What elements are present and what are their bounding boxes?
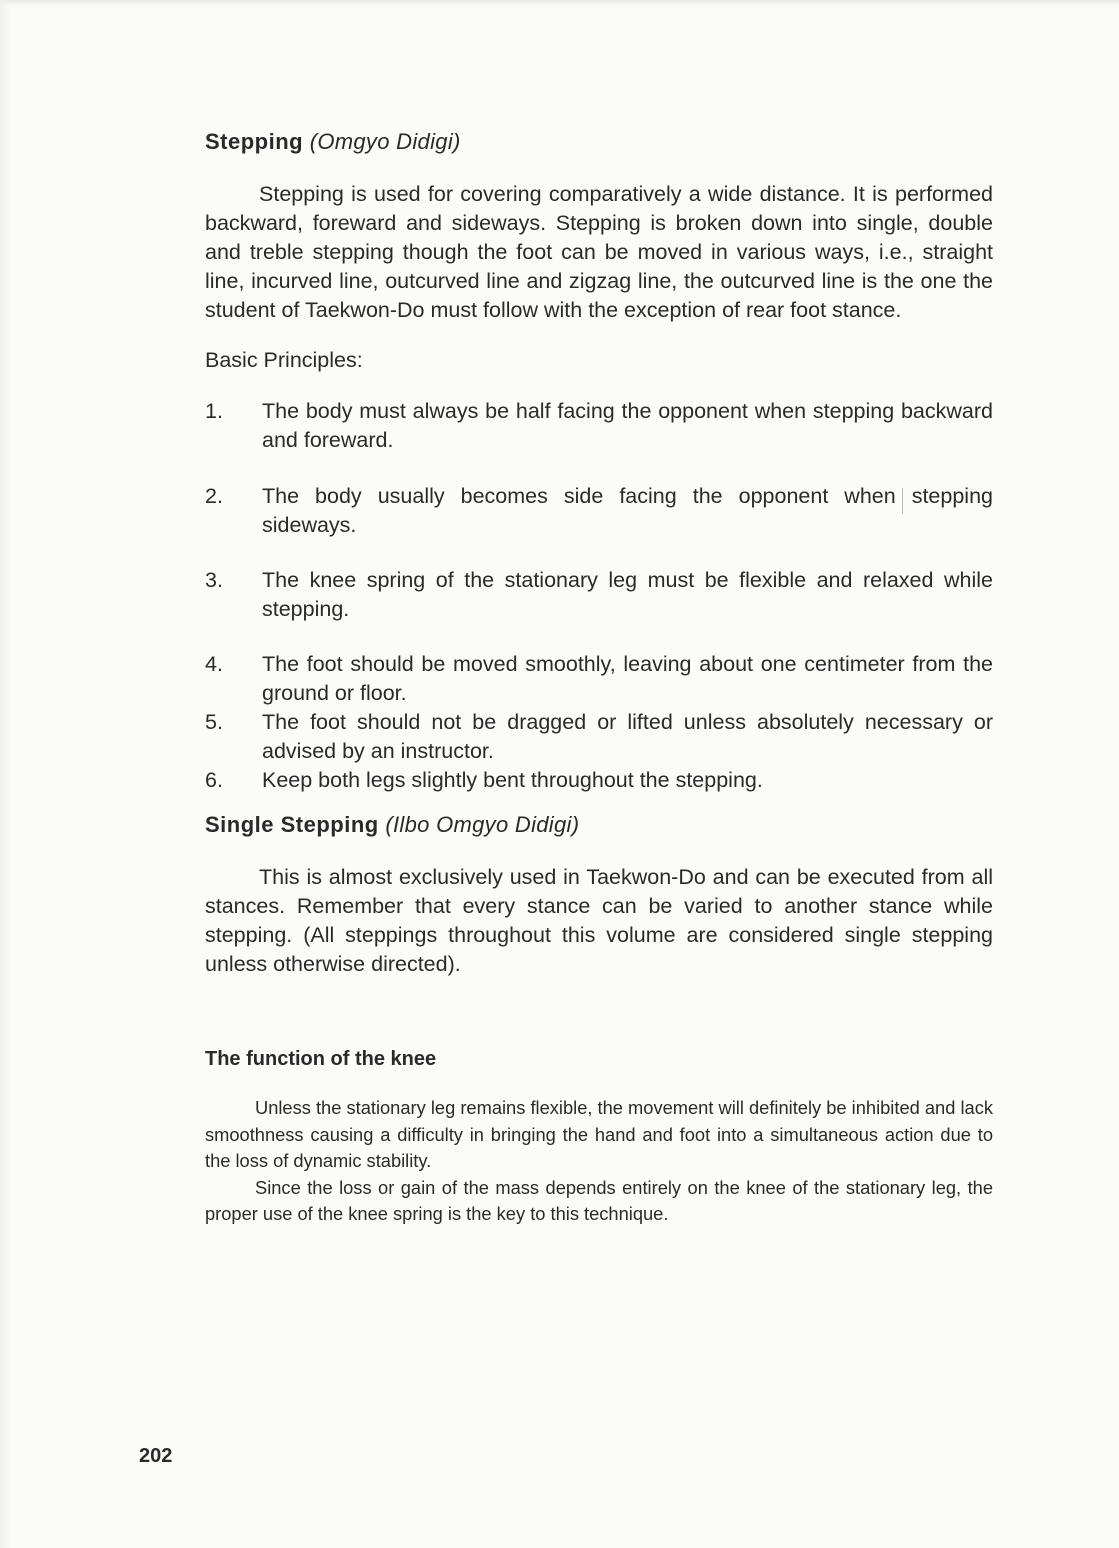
principle-item-4 — [205, 650, 993, 708]
principle-number: 5. — [205, 710, 223, 734]
principle-item-2 — [205, 482, 993, 540]
page-left-edge — [0, 0, 10, 1548]
principle-text: The knee spring of the stationary leg must be flexible and relaxed while stepping. — [262, 568, 993, 621]
principle-number: 2. — [205, 484, 223, 508]
intro-paragraph: Stepping is used for covering comparatively a wide distance. It is performed backward, foreward and sideways. Stepping is broken down into single, double and treble stepping though the foot can be moved in various ways, i.e., straight line, incurved line, outcurved line and zigzag line, the outcurved line is the one the student of Taekwon-Do must follow with the exception of rear foot stance. — [205, 182, 993, 322]
principle-item-6 — [205, 766, 993, 795]
knee-paragraph-2: Since the loss or gain of the mass depends entirely on the knee of the stationary leg, the proper use of the knee spring is the key to this technique. — [205, 1176, 993, 1224]
principle-number: 6. — [205, 768, 223, 792]
principle-item-3 — [205, 566, 993, 624]
principle-text: The body must always be half facing the opponent when stepping backward and foreward. — [262, 399, 993, 452]
principle-item-5 — [205, 708, 993, 766]
page-number: 202 — [139, 1445, 173, 1467]
principle-number: 4. — [205, 652, 223, 676]
stepping-heading-title: Stepping — [205, 129, 304, 154]
principle-item-1 — [205, 397, 993, 455]
single-stepping-paragraph: This is almost exclusively used in Taekwon-Do and can be executed from all stances. Remember that every stance can be varied to another stance while stepping. (All steppings throughout this volume are considered single stepping unless otherwise directed). — [205, 865, 993, 976]
single-stepping-heading-title: Single Stepping — [205, 812, 379, 837]
principle-text: The foot should not be dragged or lifted unless absolutely necessary or advised by an instructor. — [262, 710, 993, 763]
page-top-edge — [0, 0, 1119, 6]
knee-function-heading: The function of the knee — [205, 1048, 437, 1070]
principles-list — [205, 397, 993, 795]
stepping-heading — [205, 126, 993, 158]
knee-paragraph-1: Unless the stationary leg remains flexible, the movement will definitely be inhibited and lack smoothness causing a difficulty in bringing the hand and foot into a simultaneous action due to the loss of dynamic stability. — [205, 1097, 993, 1171]
page-content — [205, 126, 993, 1228]
principle-number: 1. — [205, 399, 223, 423]
principles-label: Basic Principles: — [205, 348, 363, 372]
principle-text: Keep both legs slightly bent throughout the stepping. — [262, 768, 763, 792]
stepping-heading-subtitle: (Omgyo Didigi) — [309, 129, 461, 154]
single-stepping-heading — [205, 809, 993, 841]
principle-number: 3. — [205, 568, 223, 592]
single-stepping-heading-subtitle: (Ilbo Omgyo Didigi) — [385, 812, 580, 837]
principle-text: The foot should be moved smoothly, leaving about one centimeter from the ground or floor. — [262, 652, 993, 705]
principle-text: The body usually becomes side facing the opponent when stepping sideways. — [262, 484, 993, 537]
